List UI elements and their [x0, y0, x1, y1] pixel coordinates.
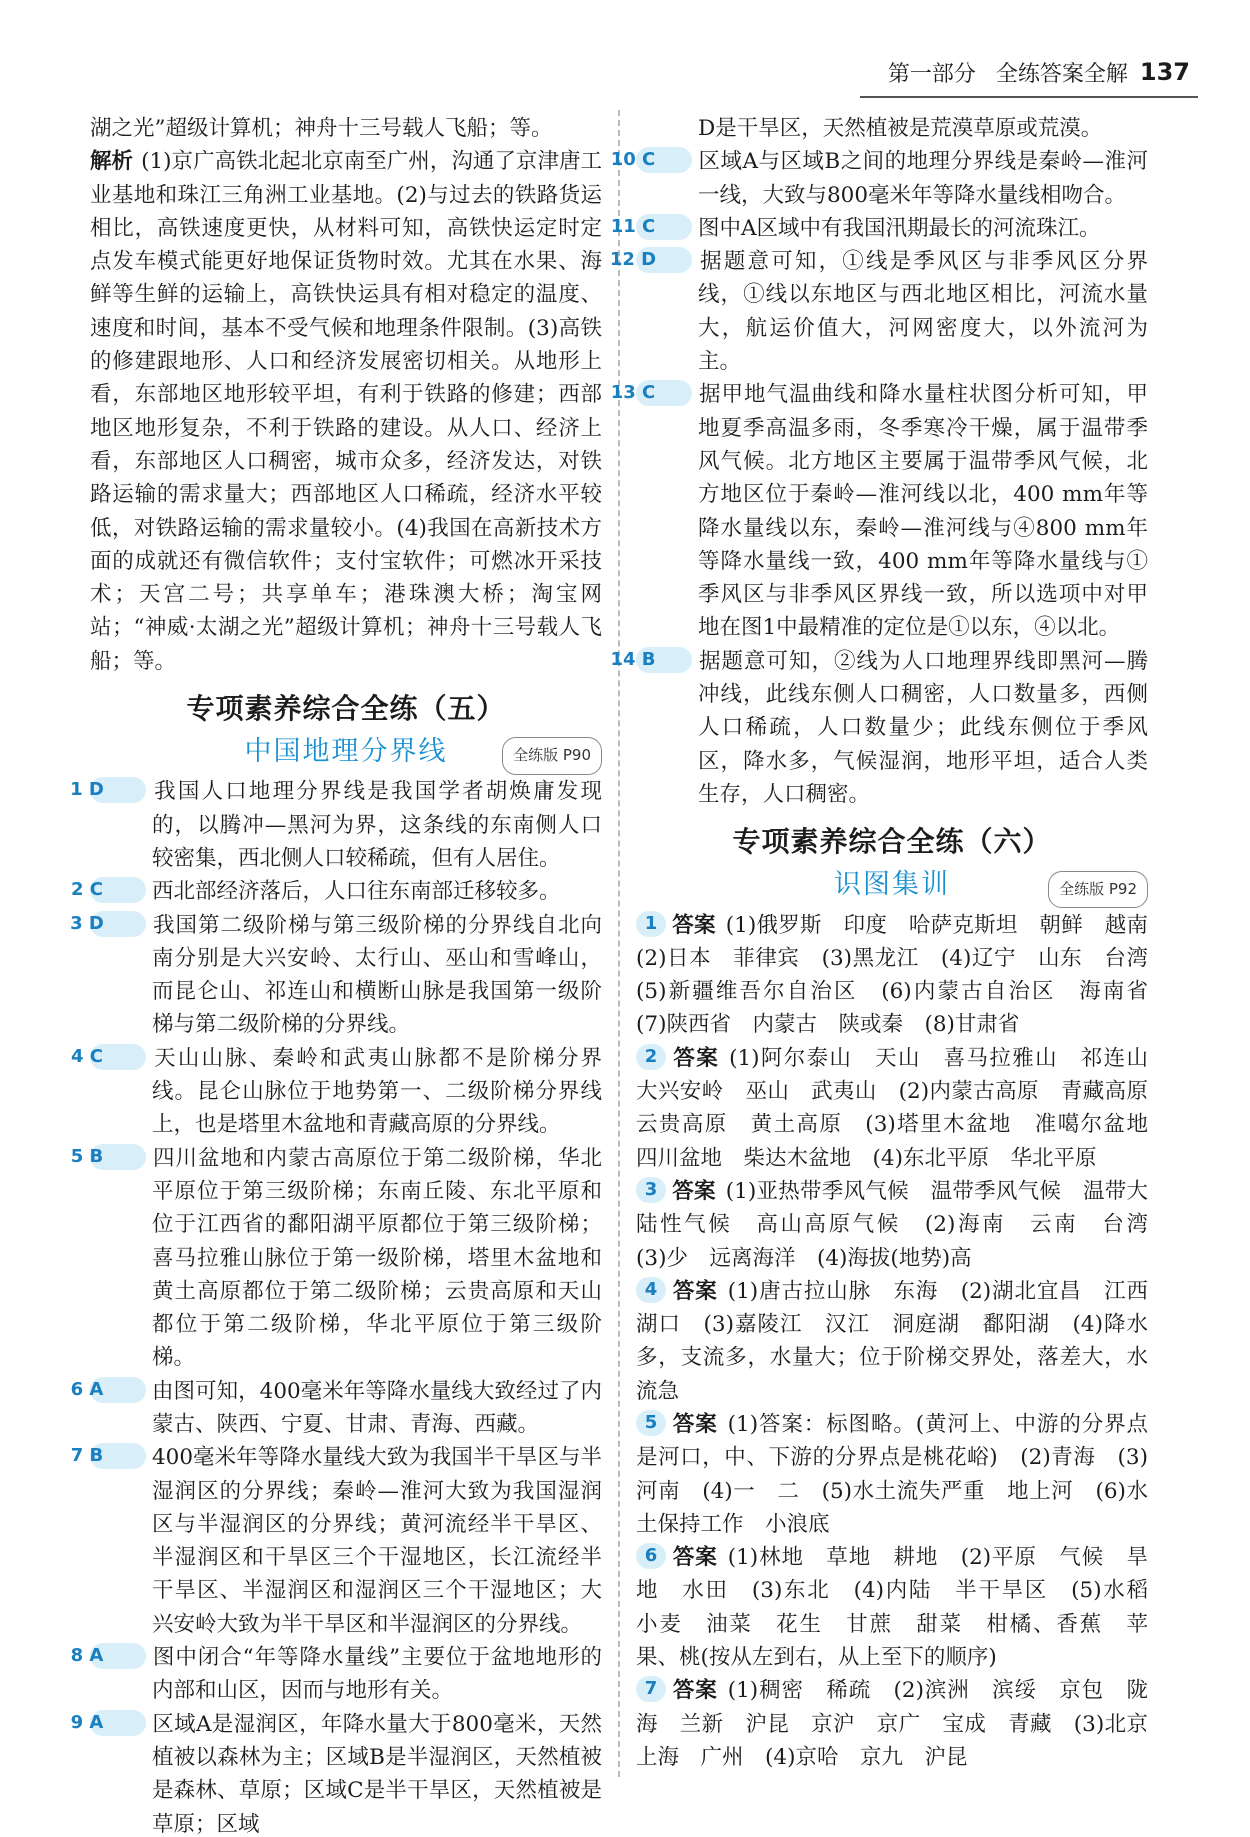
item-number: 1	[636, 911, 666, 937]
item-text: 我国第二级阶梯与第三级阶梯的分界线自北向南分别是大兴安岭、太行山、巫山和雪峰山，而昆仑山、祁连山和横断山脉是我国第一级阶梯与第二级阶梯的分界线。	[152, 912, 602, 1038]
header-section: 第一部分	[887, 61, 976, 87]
item-number: 5	[636, 1410, 666, 1436]
page-ref-badge-5: 全练版 P90	[502, 737, 602, 774]
item-text: 据甲地气温曲线和降水量柱状图分析可知，甲地夏季高温多雨，冬季寒冷干燥，属于温带季风气候。北方地区主要属于温带季风气候，北方地区位于秦岭—淮河线以北，400 mm年等降水量线以东，秦岭—淮河线与④800 mm年等降水量线一致，400 mm年等降水量线与①季风区与非季风区界线一致，所以选项中对甲地在图1中最精准的定位是①以东，④以北。	[698, 382, 1148, 641]
answer-item	[70, 1142, 602, 1375]
item-text: 四川盆地和内蒙古高原位于第二级阶梯，华北平原位于第三级阶梯；东南丘陵、东北平原和位于江西省的鄱阳湖平原都位于第三级阶梯；喜马拉雅山脉位于第一级阶梯，塔里木盆地和黄土高原都位于第二级阶梯；云贵高原和天山都位于第二级阶梯，华北平原位于第三级阶梯。	[152, 1145, 602, 1371]
answer-label: 答案	[672, 1678, 718, 1704]
item-text: (1)答案：标图略。(黄河上、中游的分界点是河口，中、下游的分界点是桃花峪) (2)青海 (3)河南 (4)一 二 (5)水土流失严重 地上河 (6)水土保持工作 小浪底	[636, 1411, 1148, 1537]
answer-item	[70, 1708, 602, 1837]
item-text: 区域A是湿润区，年降水量大于800毫米，天然植被以森林为主；区域B是半湿润区，天然植被是森林、草原；区域C是半干旱区，天然植被是草原；区域	[152, 1711, 602, 1837]
item-text: 我国人口地理分界线是我国学者胡焕庸发现的，以腾冲—黑河为界，这条线的东南侧人口较密集，西北侧人口较稀疏，但有人居住。	[152, 779, 602, 871]
analysis-block	[90, 145, 602, 678]
item-text: (1)林地 草地 耕地 (2)平原 气候 旱地 水田 (3)东北 (4)内陆 半干旱区 (5)水稻 小麦 油菜 花生 甘蔗 甜菜 柑橘、香蕉 苹果、桃(按从左到右，从上至下的顺序)	[636, 1545, 1170, 1671]
item-text: 据题意可知，①线是季风区与非季风区分界线，①线以东地区与西北地区相比，河流水量大，航运价值大，河网密度大，以外流河为主。	[698, 249, 1148, 375]
item-text: 天山山脉、秦岭和武夷山脉都不是阶梯分界线。昆仑山脉位于地势第一、二级阶梯分界线上，也是塔里木盆地和青藏高原的分界线。	[152, 1045, 602, 1138]
item-number: 4	[636, 1277, 666, 1303]
answer-item	[610, 145, 1148, 212]
continued-answer: D是干旱区，天然植被是荒漠草原或荒漠。	[698, 116, 1103, 141]
subsection-title-6: 识图集训	[834, 868, 950, 900]
page-ref-badge-6: 全练版 P92	[1048, 871, 1148, 908]
item-number: 3 D	[90, 911, 146, 937]
answer-item	[610, 212, 1148, 245]
item-number: 14 B	[636, 647, 692, 673]
item-text: 400毫米年等降水量线大致为我国半干旱区与半湿润区的分界线；秦岭—淮河大致为我国湿润区与半湿润区的分界线；黄河流经半干旱区、半湿润区和干旱区三个干湿地区，长江流经半干旱区、半湿润区和湿润区三个干湿地区；大兴安岭大致为半干旱区和半湿润区的分界线。	[152, 1445, 602, 1637]
left-column	[70, 112, 602, 1837]
item-number: 8 A	[90, 1643, 146, 1669]
answer-label: 答案	[672, 1545, 718, 1571]
continued-answer: 湖之光”超级计算机；神舟十三号载人飞船；等。	[90, 116, 553, 141]
item-number: 6 A	[90, 1377, 146, 1403]
answer-item	[609, 245, 1148, 378]
answer-item	[70, 909, 602, 1042]
item-text: 由图可知，400毫米年等降水量线大致经过了内蒙古、陕西、宁夏、甘肃、青海、西藏。	[152, 1378, 602, 1437]
answer-label: 答案	[672, 1411, 718, 1437]
answer-item	[610, 645, 1148, 811]
page-number: 137	[1139, 58, 1190, 86]
item-number: 11 C	[636, 214, 692, 240]
answer-item	[70, 1042, 602, 1142]
item-text: 据题意可知，②线为人口地理界线即黑河—腾冲线，此线东侧人口稠密，人口数量多，西侧人口稀疏，人口数量少；此线东侧位于季风区，降水多，气候湿润，地形平坦，适合人类生存，人口稠密。	[698, 648, 1148, 807]
answer-item	[636, 1175, 1170, 1275]
subsection-header-5	[90, 731, 602, 771]
item-number: 12 D	[636, 247, 692, 273]
answer-item	[70, 1375, 602, 1442]
answer-item	[636, 1408, 1148, 1541]
item-number: 2 C	[90, 877, 146, 903]
answer-label: 答案	[672, 1178, 716, 1204]
item-number: 13 C	[636, 380, 692, 406]
item-text: (1)唐古拉山脉 东海 (2)湖北宜昌 江西湖口 (3)嘉陵江 汉江 洞庭湖 鄱阳湖 (4)降水多，支流多，水量大；位于阶梯交界处，落差大，水流急	[636, 1278, 1148, 1404]
item-text: (1)稠密 稀疏 (2)滨洲 滨绥 京包 陇海 兰新 沪昆 京沪 京广 宝成 青藏 (3)北京 上海 广州 (4)京哈 京九 沪昆	[636, 1678, 1170, 1770]
answer-item	[636, 1541, 1170, 1674]
header-title: 全练答案全解	[995, 61, 1128, 87]
answer-item	[636, 1275, 1148, 1408]
item-number: 6	[636, 1543, 666, 1569]
item-number: 7	[636, 1676, 666, 1702]
section-title-5: 专项素养综合全练（五）	[186, 692, 506, 726]
subsection-title-5: 中国地理分界线	[244, 735, 448, 767]
item-number: 9 A	[90, 1710, 146, 1736]
column-divider	[618, 110, 620, 1777]
item-number: 1 D	[90, 777, 146, 803]
answer-label: 答案	[672, 1045, 720, 1071]
answer-label: 答案	[672, 1278, 718, 1304]
item-number: 2	[636, 1044, 666, 1070]
item-text: 西北部经济落后，人口往东南部迁移较多。	[152, 879, 561, 905]
answer-item	[636, 1674, 1170, 1774]
item-text: 图中闭合“年等降水量线”主要位于盆地地形的内部和山区，因而与地形有关。	[152, 1645, 602, 1704]
answer-item	[70, 775, 602, 875]
right-column	[609, 112, 1170, 1774]
analysis-text: (1)京广高铁北起北京南至广州，沟通了京津唐工业基地和珠江三角洲工业基地。(2)与过去的铁路货运相比，高铁速度更快，从材料可知，高铁快运定时定点发车模式能更好地保证货物时效。尤其在水果、海鲜等生鲜的运输上，高铁快运具有相对稳定的温度、速度和时间，基本不受气候和地理条件限制。(3)高铁的修建跟地形、人口和经济发展密切相关。从地形上看，东部地区地形较平坦，有利于铁路的修建；西部地区地形复杂，不利于铁路的建设。从人口、经济上看，东部地区人口稠密，城市众多，经济发达，对铁路运输的需求量大；西部地区人口稀疏，经济水平较低，对铁路运输的需求量较小。(4)我国在高新技术方面的成就还有微信软件；支付宝软件；可燃冰开采技术；天宫二号；共享单车；港珠澳大桥；淘宝网站；“神威·太湖之光”超级计算机；神舟十三号载人飞船；等。	[90, 149, 602, 674]
item-number: 4 C	[90, 1044, 146, 1070]
item-text: (1)阿尔泰山 天山 喜马拉雅山 祁连山 大兴安岭 巫山 武夷山 (2)内蒙古高原 青藏高原 云贵高原 黄土高原 (3)塔里木盆地 准噶尔盆地 四川盆地 柴达木盆地 (4)东北平原 华北平原	[636, 1045, 1170, 1171]
answer-item	[610, 378, 1148, 644]
answer-item	[70, 875, 602, 908]
answer-item	[636, 909, 1170, 1042]
section-title-6: 专项素养综合全练（六）	[732, 825, 1052, 859]
answer-item	[70, 1441, 602, 1641]
header-rule	[860, 96, 1198, 98]
item-text: 区域A与区域B之间的地理分界线是秦岭—淮河一线，大致与800毫米年等降水量线相吻合。	[698, 149, 1148, 208]
answer-item	[636, 1042, 1170, 1175]
answer-item	[70, 1641, 602, 1708]
answer-label: 答案	[672, 912, 716, 938]
item-number: 7 B	[90, 1443, 146, 1469]
item-number: 10 C	[636, 147, 692, 173]
analysis-label: 解析	[90, 149, 134, 175]
item-number: 5 B	[90, 1144, 146, 1170]
item-number: 3	[636, 1177, 666, 1203]
subsection-header-6	[636, 865, 1148, 905]
item-text: (1)亚热带季风气候 温带季风气候 温带大陆性气候 高山高原气候 (2)海南 云南 台湾 (3)少 远离海洋 (4)海拔(地势)高	[636, 1178, 1170, 1271]
item-text: (1)俄罗斯 印度 哈萨克斯坦 朝鲜 越南 (2)日本 菲律宾 (3)黑龙江 (4)辽宁 山东 台湾 (5)新疆维吾尔自治区 (6)内蒙古自治区 海南省 (7)陕西省 内蒙古 陕或秦 (8)甘肃省	[636, 912, 1170, 1038]
item-text: 图中A区域中有我国汛期最长的河流珠江。	[698, 215, 1101, 241]
page-header	[888, 52, 1190, 92]
